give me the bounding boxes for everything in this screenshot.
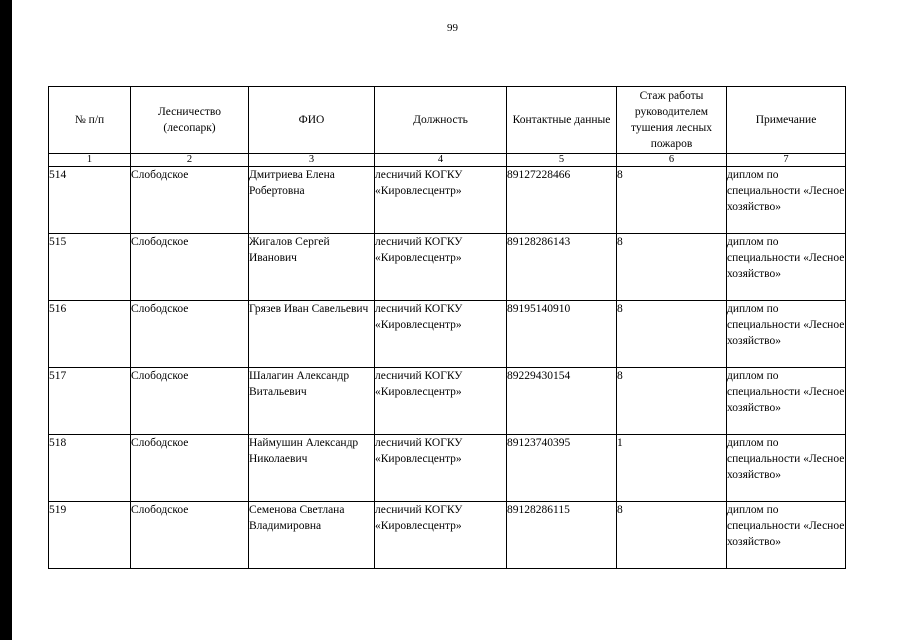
column-number: 2 bbox=[131, 154, 249, 167]
full-name-cell: Дмитриева Елена Робертовна bbox=[249, 167, 375, 234]
header-cell-position: Должность bbox=[375, 87, 507, 154]
phone-cell: 89195140910 bbox=[507, 301, 617, 368]
experience-cell: 8 bbox=[617, 167, 727, 234]
page-number: 99 bbox=[447, 22, 458, 34]
table-row bbox=[49, 301, 846, 368]
header-cell-experience: Стаж работы руководителем тушения лесных пожаров bbox=[617, 87, 727, 154]
forestry-cell: Слободское bbox=[131, 368, 249, 435]
experience-cell: 8 bbox=[617, 368, 727, 435]
row-number-cell: 518 bbox=[49, 435, 131, 502]
row-number-cell: 515 bbox=[49, 234, 131, 301]
note-cell: диплом по специальности «Лесное хозяйство» bbox=[727, 234, 846, 301]
table-row bbox=[49, 167, 846, 234]
table-row bbox=[49, 435, 846, 502]
position-cell: лесничий КОГКУ «Кировлесцентр» bbox=[375, 502, 507, 569]
scan-left-edge bbox=[0, 0, 12, 640]
phone-cell: 89127228466 bbox=[507, 167, 617, 234]
table-row bbox=[49, 368, 846, 435]
experience-cell: 8 bbox=[617, 502, 727, 569]
note-cell: диплом по специальности «Лесное хозяйство» bbox=[727, 435, 846, 502]
position-cell: лесничий КОГКУ «Кировлесцентр» bbox=[375, 167, 507, 234]
header-cell-number: № п/п bbox=[49, 87, 131, 154]
position-cell: лесничий КОГКУ «Кировлесцентр» bbox=[375, 368, 507, 435]
position-cell: лесничий КОГКУ «Кировлесцентр» bbox=[375, 234, 507, 301]
position-cell: лесничий КОГКУ «Кировлесцентр» bbox=[375, 435, 507, 502]
full-name-cell: Жигалов Сергей Иванович bbox=[249, 234, 375, 301]
header-cell-forestry: Лесничество (лесопарк) bbox=[131, 87, 249, 154]
note-cell: диплом по специальности «Лесное хозяйство» bbox=[727, 368, 846, 435]
forestry-cell: Слободское bbox=[131, 301, 249, 368]
experience-cell: 8 bbox=[617, 301, 727, 368]
position-cell: лесничий КОГКУ «Кировлесцентр» bbox=[375, 301, 507, 368]
note-cell: диплом по специальности «Лесное хозяйство» bbox=[727, 502, 846, 569]
note-cell: диплом по специальности «Лесное хозяйство» bbox=[727, 301, 846, 368]
forestry-cell: Слободское bbox=[131, 435, 249, 502]
full-name-cell: Наймушин Александр Николаевич bbox=[249, 435, 375, 502]
phone-cell: 89229430154 bbox=[507, 368, 617, 435]
phone-cell: 89128286115 bbox=[507, 502, 617, 569]
full-name-cell: Семенова Светлана Владимировна bbox=[249, 502, 375, 569]
forestry-cell: Слободское bbox=[131, 167, 249, 234]
row-number-cell: 517 bbox=[49, 368, 131, 435]
note-cell: диплом по специальности «Лесное хозяйство» bbox=[727, 167, 846, 234]
personnel-table bbox=[48, 86, 846, 569]
table-row bbox=[49, 234, 846, 301]
column-number: 3 bbox=[249, 154, 375, 167]
row-number-cell: 514 bbox=[49, 167, 131, 234]
experience-cell: 1 bbox=[617, 435, 727, 502]
header-cell-contacts: Контактные данные bbox=[507, 87, 617, 154]
row-number-cell: 516 bbox=[49, 301, 131, 368]
header-row bbox=[49, 87, 846, 154]
header-cell-full-name: ФИО bbox=[249, 87, 375, 154]
full-name-cell: Шалагин Александр Витальевич bbox=[249, 368, 375, 435]
column-number: 7 bbox=[727, 154, 846, 167]
forestry-cell: Слободское bbox=[131, 502, 249, 569]
forestry-cell: Слободское bbox=[131, 234, 249, 301]
experience-cell: 8 bbox=[617, 234, 727, 301]
column-number-row bbox=[49, 154, 846, 167]
phone-cell: 89128286143 bbox=[507, 234, 617, 301]
column-number: 1 bbox=[49, 154, 131, 167]
header-cell-note: Примечание bbox=[727, 87, 846, 154]
phone-cell: 89123740395 bbox=[507, 435, 617, 502]
table-row bbox=[49, 502, 846, 569]
row-number-cell: 519 bbox=[49, 502, 131, 569]
column-number: 5 bbox=[507, 154, 617, 167]
full-name-cell: Грязев Иван Савельевич bbox=[249, 301, 375, 368]
column-number: 4 bbox=[375, 154, 507, 167]
column-number: 6 bbox=[617, 154, 727, 167]
